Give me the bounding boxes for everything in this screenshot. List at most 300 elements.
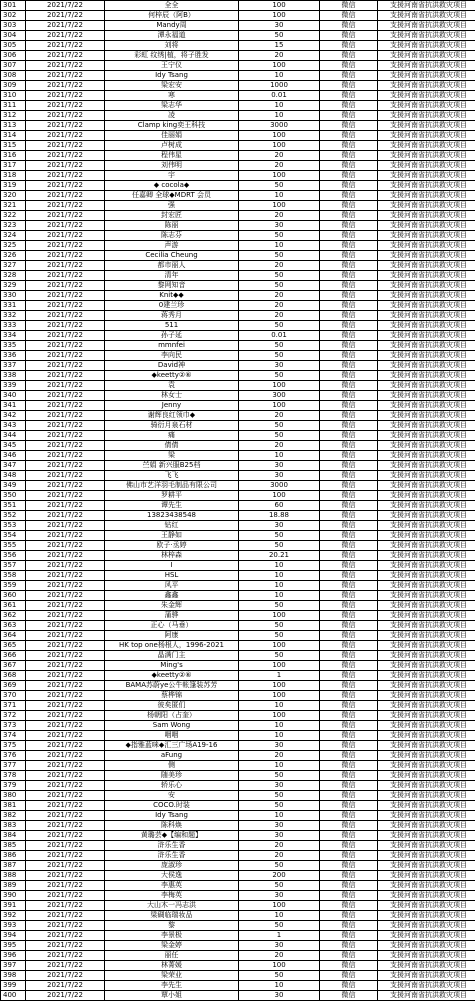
purpose-cell: 支援河南省抗洪救灾项目 <box>378 711 475 721</box>
date-cell: 2021/7/22 <box>26 501 105 511</box>
donor-name-cell: 骑衍月泉石材 <box>105 421 239 431</box>
donor-name-cell: 彩虹 纹绣|植，将子胜发 <box>105 51 239 61</box>
table-row <box>1 141 475 151</box>
donor-name-cell: 全全 <box>105 1 239 11</box>
table-row <box>1 511 475 521</box>
row-number-cell: 365 <box>1 641 26 651</box>
payment-method-cell: 微信 <box>320 851 378 861</box>
date-cell: 2021/7/22 <box>26 921 105 931</box>
amount-cell: 18.88 <box>239 511 320 521</box>
table-row <box>1 481 475 491</box>
purpose-cell: 支援河南省抗洪救灾项目 <box>378 51 475 61</box>
row-number-cell: 352 <box>1 511 26 521</box>
table-row <box>1 541 475 551</box>
row-number-cell: 388 <box>1 871 26 881</box>
date-cell: 2021/7/22 <box>26 841 105 851</box>
row-number-cell: 325 <box>1 241 26 251</box>
amount-cell: 50 <box>239 631 320 641</box>
purpose-cell: 支援河南省抗洪救灾项目 <box>378 291 475 301</box>
purpose-cell: 支援河南省抗洪救灾项目 <box>378 301 475 311</box>
date-cell: 2021/7/22 <box>26 711 105 721</box>
date-cell: 2021/7/22 <box>26 701 105 711</box>
payment-method-cell: 微信 <box>320 331 378 341</box>
donor-name-cell: 梁荣业 <box>105 971 239 981</box>
row-number-cell: 375 <box>1 741 26 751</box>
row-number-cell: 379 <box>1 781 26 791</box>
table-row <box>1 531 475 541</box>
purpose-cell: 支援河南省抗洪救灾项目 <box>378 611 475 621</box>
donor-name-cell: 大山木一冯志洪 <box>105 901 239 911</box>
amount-cell: 50 <box>239 771 320 781</box>
table-row <box>1 421 475 431</box>
date-cell: 2021/7/22 <box>26 1 105 11</box>
donor-name-cell: 侧 <box>105 761 239 771</box>
amount-cell: 10 <box>239 101 320 111</box>
table-row <box>1 971 475 981</box>
table-row <box>1 821 475 831</box>
payment-method-cell: 微信 <box>320 381 378 391</box>
payment-method-cell: 微信 <box>320 901 378 911</box>
table-row <box>1 321 475 331</box>
donor-name-cell: 林女士 <box>105 391 239 401</box>
table-row <box>1 981 475 991</box>
date-cell: 2021/7/22 <box>26 101 105 111</box>
date-cell: 2021/7/22 <box>26 771 105 781</box>
purpose-cell: 支援河南省抗洪救灾项目 <box>378 751 475 761</box>
row-number-cell: 380 <box>1 791 26 801</box>
date-cell: 2021/7/22 <box>26 471 105 481</box>
payment-method-cell: 微信 <box>320 301 378 311</box>
table-row <box>1 551 475 561</box>
donor-name-cell: BAMA苏蔚ye公牛帐篷装苏芳 <box>105 681 239 691</box>
date-cell: 2021/7/22 <box>26 811 105 821</box>
donor-name-cell: 李向民 <box>105 351 239 361</box>
date-cell: 2021/7/22 <box>26 341 105 351</box>
date-cell: 2021/7/22 <box>26 611 105 621</box>
purpose-cell: 支援河南省抗洪救灾项目 <box>378 191 475 201</box>
date-cell: 2021/7/22 <box>26 681 105 691</box>
date-cell: 2021/7/22 <box>26 191 105 201</box>
amount-cell: 100 <box>239 691 320 701</box>
purpose-cell: 支援河南省抗洪救灾项目 <box>378 491 475 501</box>
donor-name-cell: 丽任 <box>105 951 239 961</box>
donor-name-cell: 痛 <box>105 431 239 441</box>
table-row <box>1 91 475 101</box>
date-cell: 2021/7/22 <box>26 691 105 701</box>
amount-cell: 3000 <box>239 121 320 131</box>
row-number-cell: 384 <box>1 831 26 841</box>
table-row <box>1 41 475 51</box>
payment-method-cell: 微信 <box>320 921 378 931</box>
payment-method-cell: 微信 <box>320 711 378 721</box>
purpose-cell: 支援河南省抗洪救灾项目 <box>378 671 475 681</box>
donor-name-cell: 苎娟 新兴服B25档 <box>105 461 239 471</box>
donor-name-cell: 0建兰珍 <box>105 301 239 311</box>
table-row <box>1 931 475 941</box>
purpose-cell: 支援河南省抗洪救灾项目 <box>378 561 475 571</box>
amount-cell: 50 <box>239 921 320 931</box>
payment-method-cell: 微信 <box>320 461 378 471</box>
purpose-cell: 支援河南省抗洪救灾项目 <box>378 591 475 601</box>
row-number-cell: 372 <box>1 711 26 721</box>
amount-cell: 50 <box>239 791 320 801</box>
amount-cell: 50 <box>239 321 320 331</box>
amount-cell: 10 <box>239 731 320 741</box>
table-row <box>1 261 475 271</box>
date-cell: 2021/7/22 <box>26 71 105 81</box>
purpose-cell: 支援河南省抗洪救灾项目 <box>378 421 475 431</box>
amount-cell: 30 <box>239 21 320 31</box>
purpose-cell: 支援河南省抗洪救灾项目 <box>378 111 475 121</box>
date-cell: 2021/7/22 <box>26 141 105 151</box>
donor-name-cell: 随美珍 <box>105 771 239 781</box>
row-number-cell: 389 <box>1 881 26 891</box>
purpose-cell: 支援河南省抗洪救灾项目 <box>378 831 475 841</box>
row-number-cell: 395 <box>1 941 26 951</box>
donor-name-cell: 程伟星 <box>105 151 239 161</box>
amount-cell: 1 <box>239 671 320 681</box>
amount-cell: 200 <box>239 871 320 881</box>
row-number-cell: 368 <box>1 671 26 681</box>
donor-name-cell: 李先生 <box>105 981 239 991</box>
donor-name-cell: 杨朝阳（占奎） <box>105 711 239 721</box>
date-cell: 2021/7/22 <box>26 661 105 671</box>
purpose-cell: 支援河南省抗洪救灾项目 <box>378 61 475 71</box>
purpose-cell: 支援河南省抗洪救灾项目 <box>378 1 475 11</box>
date-cell: 2021/7/22 <box>26 261 105 271</box>
amount-cell: 20 <box>239 261 320 271</box>
purpose-cell: 支援河南省抗洪救灾项目 <box>378 681 475 691</box>
donor-name-cell: 梁 <box>105 451 239 461</box>
purpose-cell: 支援河南省抗洪救灾项目 <box>378 691 475 701</box>
date-cell: 2021/7/22 <box>26 21 105 31</box>
date-cell: 2021/7/22 <box>26 631 105 641</box>
row-number-cell: 307 <box>1 61 26 71</box>
payment-method-cell: 微信 <box>320 741 378 751</box>
donor-name-cell: 孙子延 <box>105 331 239 341</box>
payment-method-cell: 微信 <box>320 691 378 701</box>
purpose-cell: 支援河南省抗洪救灾项目 <box>378 761 475 771</box>
purpose-cell: 支援河南省抗洪救灾项目 <box>378 321 475 331</box>
purpose-cell: 支援河南省抗洪救灾项目 <box>378 571 475 581</box>
row-number-cell: 305 <box>1 41 26 51</box>
purpose-cell: 支援河南省抗洪救灾项目 <box>378 551 475 561</box>
table-row <box>1 11 475 21</box>
date-cell: 2021/7/22 <box>26 161 105 171</box>
purpose-cell: 支援河南省抗洪救灾项目 <box>378 891 475 901</box>
amount-cell: 50 <box>239 541 320 551</box>
payment-method-cell: 微信 <box>320 771 378 781</box>
row-number-cell: 337 <box>1 361 26 371</box>
payment-method-cell: 微信 <box>320 661 378 671</box>
payment-method-cell: 微信 <box>320 531 378 541</box>
amount-cell: 30 <box>239 891 320 901</box>
table-row <box>1 771 475 781</box>
payment-method-cell: 微信 <box>320 271 378 281</box>
payment-method-cell: 微信 <box>320 251 378 261</box>
table-row <box>1 711 475 721</box>
table-row <box>1 131 475 141</box>
date-cell: 2021/7/22 <box>26 671 105 681</box>
purpose-cell: 支援河南省抗洪救灾项目 <box>378 31 475 41</box>
amount-cell: 30 <box>239 221 320 231</box>
row-number-cell: 381 <box>1 801 26 811</box>
date-cell: 2021/7/22 <box>26 931 105 941</box>
donor-name-cell: ◆ cocola◆ <box>105 181 239 191</box>
amount-cell: 3000 <box>239 481 320 491</box>
table-row <box>1 811 475 821</box>
amount-cell: 50 <box>239 181 320 191</box>
amount-cell: 30 <box>239 991 320 1001</box>
donor-name-cell: 风平 <box>105 581 239 591</box>
row-number-cell: 333 <box>1 321 26 331</box>
table-row <box>1 871 475 881</box>
donor-name-cell: Cecilia Cheung <box>105 251 239 261</box>
payment-method-cell: 微信 <box>320 311 378 321</box>
table-row <box>1 291 475 301</box>
row-number-cell: 343 <box>1 421 26 431</box>
donor-name-cell: 蒋秀月 <box>105 311 239 321</box>
table-row <box>1 411 475 421</box>
row-number-cell: 370 <box>1 691 26 701</box>
amount-cell: 100 <box>239 141 320 151</box>
purpose-cell: 支援河南省抗洪救灾项目 <box>378 411 475 421</box>
date-cell: 2021/7/22 <box>26 131 105 141</box>
date-cell: 2021/7/22 <box>26 951 105 961</box>
row-number-cell: 361 <box>1 601 26 611</box>
table-row <box>1 791 475 801</box>
purpose-cell: 支援河南省抗洪救灾项目 <box>378 811 475 821</box>
date-cell: 2021/7/22 <box>26 291 105 301</box>
payment-method-cell: 微信 <box>320 451 378 461</box>
payment-method-cell: 微信 <box>320 991 378 1001</box>
amount-cell: 10 <box>239 571 320 581</box>
payment-method-cell: 微信 <box>320 611 378 621</box>
amount-cell: 100 <box>239 611 320 621</box>
donor-name-cell: 刘伟明 <box>105 161 239 171</box>
amount-cell: 50 <box>239 251 320 261</box>
amount-cell: 0.01 <box>239 331 320 341</box>
table-row <box>1 381 475 391</box>
donor-name-cell: 李梅英 <box>105 891 239 901</box>
donor-name-cell: 安 <box>105 791 239 801</box>
amount-cell: 0.01 <box>239 91 320 101</box>
purpose-cell: 支援河南省抗洪救灾项目 <box>378 641 475 651</box>
amount-cell: 1 <box>239 931 320 941</box>
date-cell: 2021/7/22 <box>26 281 105 291</box>
row-number-cell: 312 <box>1 111 26 121</box>
row-number-cell: 349 <box>1 481 26 491</box>
donor-name-cell: 林菁媛 <box>105 961 239 971</box>
purpose-cell: 支援河南省抗洪救灾项目 <box>378 541 475 551</box>
row-number-cell: 369 <box>1 681 26 691</box>
date-cell: 2021/7/22 <box>26 11 105 21</box>
table-row <box>1 161 475 171</box>
amount-cell: 20 <box>239 851 320 861</box>
date-cell: 2021/7/22 <box>26 441 105 451</box>
donor-name-cell: 任嘉卿 全球◆MDRT 会员 <box>105 191 239 201</box>
amount-cell: 30 <box>239 521 320 531</box>
payment-method-cell: 微信 <box>320 981 378 991</box>
row-number-cell: 339 <box>1 381 26 391</box>
amount-cell: 30 <box>239 361 320 371</box>
payment-method-cell: 微信 <box>320 811 378 821</box>
row-number-cell: 334 <box>1 331 26 341</box>
date-cell: 2021/7/22 <box>26 321 105 331</box>
table-row <box>1 661 475 671</box>
row-number-cell: 371 <box>1 701 26 711</box>
date-cell: 2021/7/22 <box>26 481 105 491</box>
table-row <box>1 761 475 771</box>
amount-cell: 20 <box>239 441 320 451</box>
purpose-cell: 支援河南省抗洪救灾项目 <box>378 881 475 891</box>
donor-name-cell: 庞淑珍 <box>105 861 239 871</box>
amount-cell: 50 <box>239 881 320 891</box>
table-row <box>1 601 475 611</box>
table-row <box>1 621 475 631</box>
payment-method-cell: 微信 <box>320 521 378 531</box>
amount-cell: 10 <box>239 701 320 711</box>
purpose-cell: 支援河南省抗洪救灾项目 <box>378 791 475 801</box>
payment-method-cell: 微信 <box>320 31 378 41</box>
payment-method-cell: 微信 <box>320 151 378 161</box>
payment-method-cell: 微信 <box>320 641 378 651</box>
purpose-cell: 支援河南省抗洪救灾项目 <box>378 981 475 991</box>
payment-method-cell: 微信 <box>320 361 378 371</box>
payment-method-cell: 微信 <box>320 411 378 421</box>
amount-cell: 15 <box>239 41 320 51</box>
purpose-cell: 支援河南省抗洪救灾项目 <box>378 911 475 921</box>
table-row <box>1 851 475 861</box>
purpose-cell: 支援河南省抗洪救灾项目 <box>378 851 475 861</box>
date-cell: 2021/7/22 <box>26 241 105 251</box>
donor-name-cell: ◆keetty②⑥ <box>105 671 239 681</box>
table-row <box>1 341 475 351</box>
donor-name-cell: mmnfei <box>105 341 239 351</box>
date-cell: 2021/7/22 <box>26 871 105 881</box>
payment-method-cell: 微信 <box>320 551 378 561</box>
row-number-cell: 336 <box>1 351 26 361</box>
row-number-cell: 318 <box>1 171 26 181</box>
table-row <box>1 451 475 461</box>
table-row <box>1 951 475 961</box>
row-number-cell: 396 <box>1 951 26 961</box>
donor-name-cell: aFung <box>105 751 239 761</box>
date-cell: 2021/7/22 <box>26 601 105 611</box>
purpose-cell: 支援河南省抗洪救灾项目 <box>378 471 475 481</box>
donor-name-cell: 林梓森 <box>105 551 239 561</box>
payment-method-cell: 微信 <box>320 261 378 271</box>
date-cell: 2021/7/22 <box>26 981 105 991</box>
date-cell: 2021/7/22 <box>26 171 105 181</box>
amount-cell: 10 <box>239 111 320 121</box>
purpose-cell: 支援河南省抗洪救灾项目 <box>378 951 475 961</box>
purpose-cell: 支援河南省抗洪救灾项目 <box>378 701 475 711</box>
table-row <box>1 491 475 501</box>
date-cell: 2021/7/22 <box>26 221 105 231</box>
date-cell: 2021/7/22 <box>26 571 105 581</box>
amount-cell: 20.21 <box>239 551 320 561</box>
donor-name-cell: 谭先生 <box>105 501 239 511</box>
row-number-cell: 302 <box>1 11 26 21</box>
donor-name-cell: COCO.时装 <box>105 801 239 811</box>
row-number-cell: 331 <box>1 301 26 311</box>
amount-cell: 20 <box>239 51 320 61</box>
table-row <box>1 111 475 121</box>
amount-cell: 10 <box>239 241 320 251</box>
donor-name-cell: 刘将 <box>105 41 239 51</box>
amount-cell: 50 <box>239 351 320 361</box>
date-cell: 2021/7/22 <box>26 431 105 441</box>
purpose-cell: 支援河南省抗洪救灾项目 <box>378 941 475 951</box>
payment-method-cell: 微信 <box>320 681 378 691</box>
donor-name-cell: 都市丽人 <box>105 261 239 271</box>
table-row <box>1 31 475 41</box>
payment-method-cell: 微信 <box>320 121 378 131</box>
donor-name-cell: 阿康 <box>105 631 239 641</box>
row-number-cell: 358 <box>1 571 26 581</box>
payment-method-cell: 微信 <box>320 591 378 601</box>
table-row <box>1 861 475 871</box>
purpose-cell: 支援河南省抗洪救灾项目 <box>378 461 475 471</box>
payment-method-cell: 微信 <box>320 561 378 571</box>
payment-method-cell: 微信 <box>320 141 378 151</box>
purpose-cell: 支援河南省抗洪救灾项目 <box>378 921 475 931</box>
date-cell: 2021/7/22 <box>26 791 105 801</box>
donor-name-cell: HSL <box>105 571 239 581</box>
date-cell: 2021/7/22 <box>26 901 105 911</box>
donor-name-cell: 李景极 <box>105 931 239 941</box>
table-row <box>1 941 475 951</box>
donor-name-cell: 浒乐生香 <box>105 841 239 851</box>
table-row <box>1 391 475 401</box>
table-row <box>1 901 475 911</box>
payment-method-cell: 微信 <box>320 831 378 841</box>
payment-method-cell: 微信 <box>320 351 378 361</box>
purpose-cell: 支援河南省抗洪救灾项目 <box>378 781 475 791</box>
date-cell: 2021/7/22 <box>26 421 105 431</box>
purpose-cell: 支援河南省抗洪救灾项目 <box>378 331 475 341</box>
payment-method-cell: 微信 <box>320 871 378 881</box>
amount-cell: 10 <box>239 721 320 731</box>
donor-name-cell: I <box>105 561 239 571</box>
date-cell: 2021/7/22 <box>26 201 105 211</box>
table-row <box>1 1 475 11</box>
date-cell: 2021/7/22 <box>26 331 105 341</box>
row-number-cell: 342 <box>1 411 26 421</box>
row-number-cell: 377 <box>1 761 26 771</box>
payment-method-cell: 微信 <box>320 701 378 711</box>
amount-cell: 100 <box>239 171 320 181</box>
amount-cell: 20 <box>239 211 320 221</box>
amount-cell: 50 <box>239 971 320 981</box>
amount-cell: 50 <box>239 651 320 661</box>
row-number-cell: 316 <box>1 151 26 161</box>
payment-method-cell: 微信 <box>320 201 378 211</box>
purpose-cell: 支援河南省抗洪救灾项目 <box>378 431 475 441</box>
row-number-cell: 319 <box>1 181 26 191</box>
amount-cell: 50 <box>239 431 320 441</box>
date-cell: 2021/7/22 <box>26 911 105 921</box>
purpose-cell: 支援河南省抗洪救灾项目 <box>378 241 475 251</box>
table-row <box>1 241 475 251</box>
donor-name-cell: 强 <box>105 201 239 211</box>
donor-name-cell: 蒲骅 <box>105 611 239 621</box>
donor-name-cell: 寒 <box>105 91 239 101</box>
date-cell: 2021/7/22 <box>26 881 105 891</box>
amount-cell: 100 <box>239 901 320 911</box>
amount-cell: 30 <box>239 461 320 471</box>
